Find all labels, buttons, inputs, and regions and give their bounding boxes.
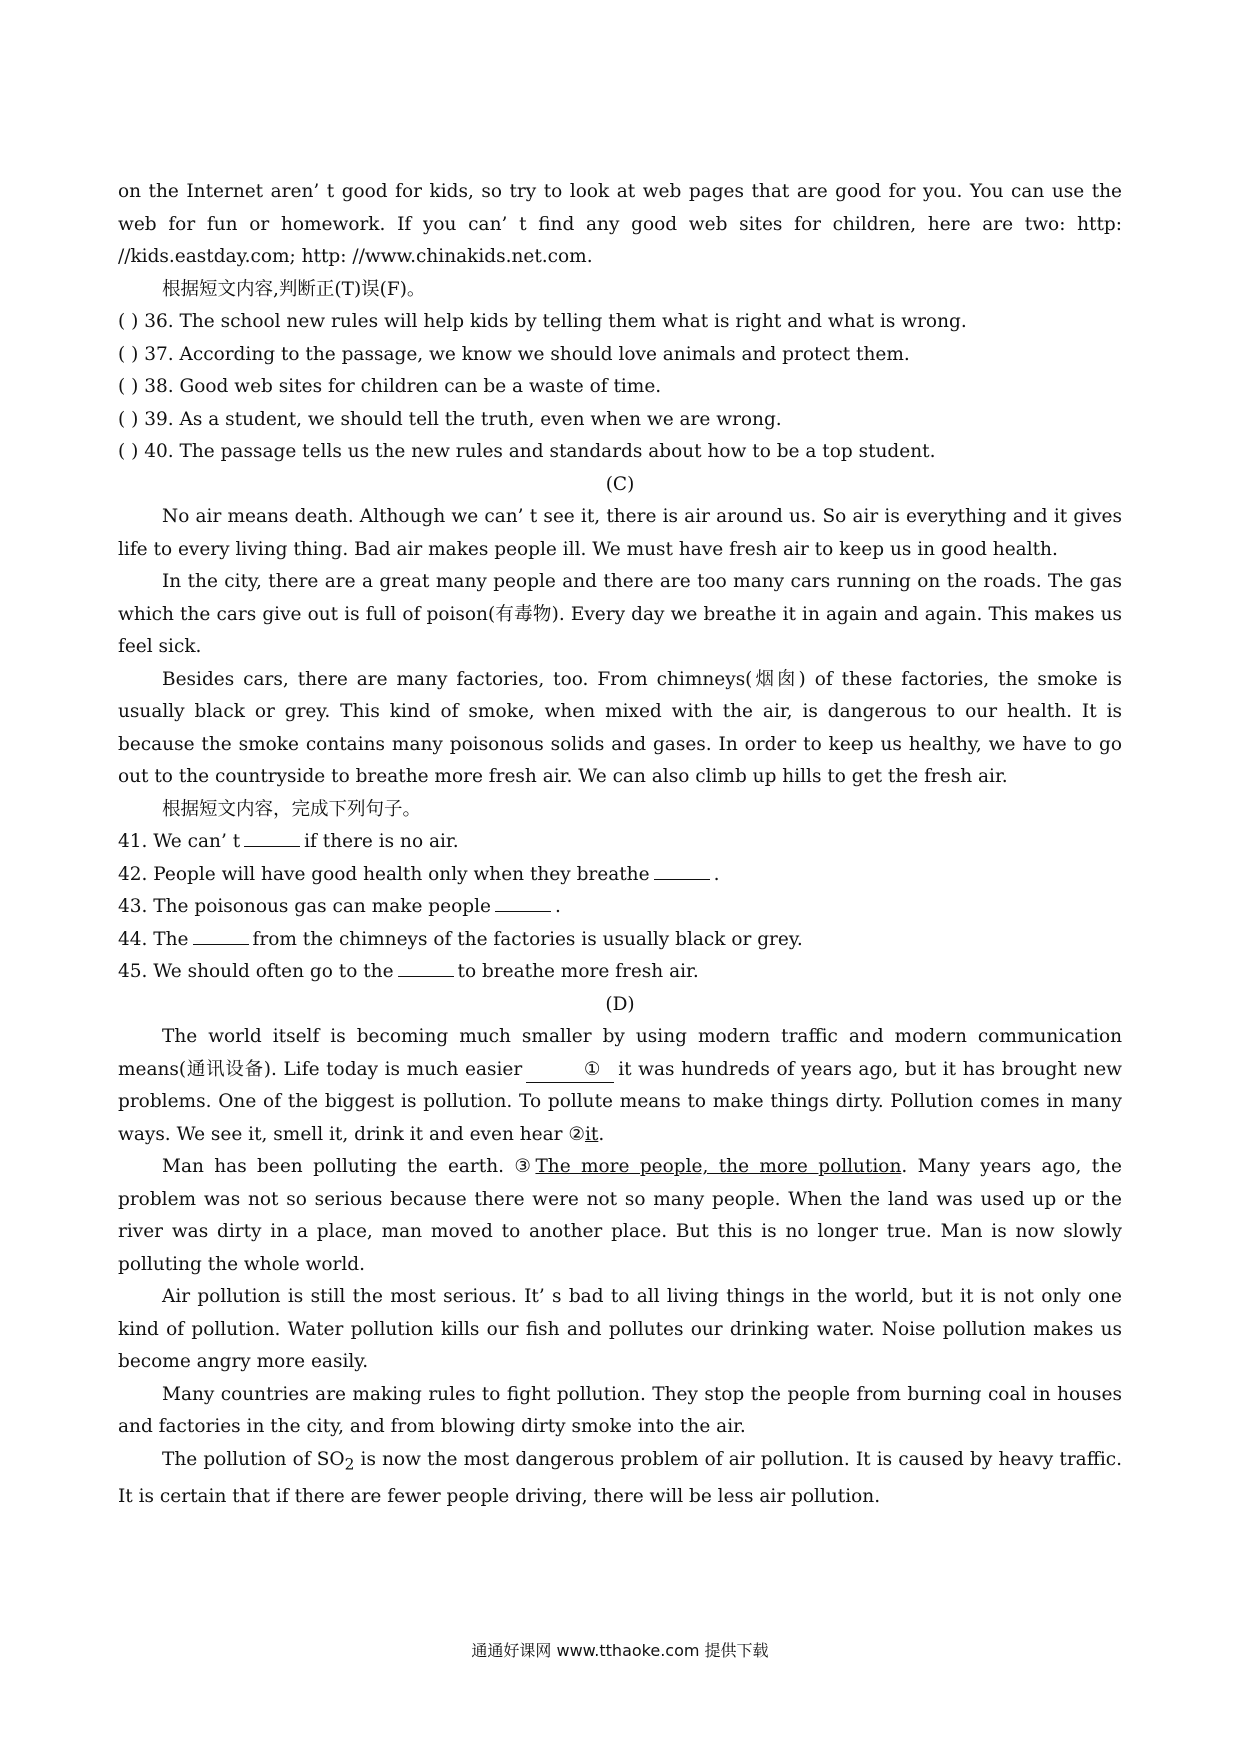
tf-instruction: 根据短文内容,判断正(T)误(F)。 — [162, 278, 426, 300]
tf-item-36: ( ) 36. The school new rules will help kids by telling them what is right and what is wrong. — [118, 311, 967, 332]
completion-instruction: 根据短文内容，完成下列句子。 — [162, 798, 422, 820]
numbered-blank-1[interactable]: ① — [526, 1058, 614, 1083]
tf-item-38: ( ) 38. Good web sites for children can be a waste of time. — [118, 376, 662, 397]
answer-blank-45[interactable] — [398, 958, 454, 977]
page-footer: 通通好课网 www.tthaoke.com 提供下载 — [471, 1641, 769, 1660]
document-page — [118, 176, 1122, 1513]
question-45: 45. We should often go to the to breathe more fresh air. — [118, 956, 1122, 989]
question-42: 42. People will have good health only when they breathe . — [118, 859, 1122, 892]
answer-blank-43[interactable] — [495, 893, 551, 912]
passage-d-paragraph-3: Air pollution is still the most serious. It’ s bad to all living things in the world, but it is not only one kind of pollution. Water pollution kills our fish and pollutes our drinking water. Noise pollution makes us become angry more easily. — [118, 1286, 1122, 1372]
question-43: 43. The poisonous gas can make people . — [118, 891, 1122, 924]
answer-blank-41[interactable] — [244, 828, 300, 847]
tf-item-39: ( ) 39. As a student, we should tell the truth, even when we are wrong. — [118, 408, 782, 430]
passage-d-paragraph-2: Man has been polluting the earth. ③The more people, the more pollution. Many years ago, the problem was not so serious because there were not so many people. When the land was used up or the river was dirty in a place, man moved to another place. But this is no longer true. Man is now slowly polluting the whole world. — [118, 1156, 1122, 1275]
subscript-2: 2 — [344, 1455, 355, 1474]
passage-c-paragraph-1: No air means death. Although we can’ t see it, there is air around us. So air is everything and it gives life to every living thing. Bad air makes people ill. We must have fresh air to keep us in good health. — [118, 506, 1122, 560]
passage-c-paragraph-3: Besides cars, there are many factories, too. From chimneys(烟囱) of these factories, the smoke is usually black or grey. This kind of smoke, when mixed with the air, is dangerous to our health. It is because the smoke contains many poisonous solids and gases. In order to keep us healthy, we have to go out to the countryside to breathe more fresh air. We can also climb up hills to get the fresh air. — [118, 668, 1122, 787]
question-44: 44. The from the chimneys of the factories is usually black or grey. — [118, 924, 1122, 957]
tf-item-37: ( ) 37. According to the passage, we know we should love animals and protect them. — [118, 343, 910, 365]
passage-d-paragraph-1: The world itself is becoming much smaller by using modern traffic and modern communication means(通讯设备). Life today is much easier ① it was hundreds of years ago, but it has brought new problems. One of the biggest is pollution. To pollute means to make things dirty. Pollution comes in many ways. We see it, smell it, drink it and even hear ②it. — [118, 1026, 1122, 1145]
answer-blank-44[interactable] — [193, 926, 249, 945]
passage-c-paragraph-2: In the city, there are a great many people and there are too many cars running on the roads. The gas which the cars give out is full of poison(有毒物). Every day we breathe it in again and again. This makes us feel sick. — [118, 571, 1122, 657]
underlined-sentence: The more people, the more pollution — [535, 1156, 902, 1177]
underlined-it: it — [584, 1123, 599, 1145]
question-41: 41. We can’ t if there is no air. — [118, 826, 1122, 859]
section-d-heading: (D) — [605, 993, 635, 1015]
section-c-heading: (C) — [605, 473, 635, 495]
passage-b-ending: on the Internet aren’ t good for kids, so try to look at web pages that are good for you. You can use the web for fun or homework. If you can’ t find any good web sites for children, here are two: http: //kids.eastday.com; http: //www.chinakids.net.com. — [118, 181, 1122, 267]
passage-d-paragraph-4: Many countries are making rules to fight pollution. They stop the people from burning coal in houses and factories in the city, and from blowing dirty smoke into the air. — [118, 1383, 1122, 1437]
tf-item-40: ( ) 40. The passage tells us the new rules and standards about how to be a top student. — [118, 441, 936, 462]
passage-d-paragraph-5: The pollution of $SO_2$ is now the most dangerous problem of air pollution. It is caused by heavy traffic. It is certain that if there are fewer people driving, there will be less air pollution. — [118, 1448, 1122, 1507]
answer-blank-42[interactable] — [654, 861, 710, 880]
